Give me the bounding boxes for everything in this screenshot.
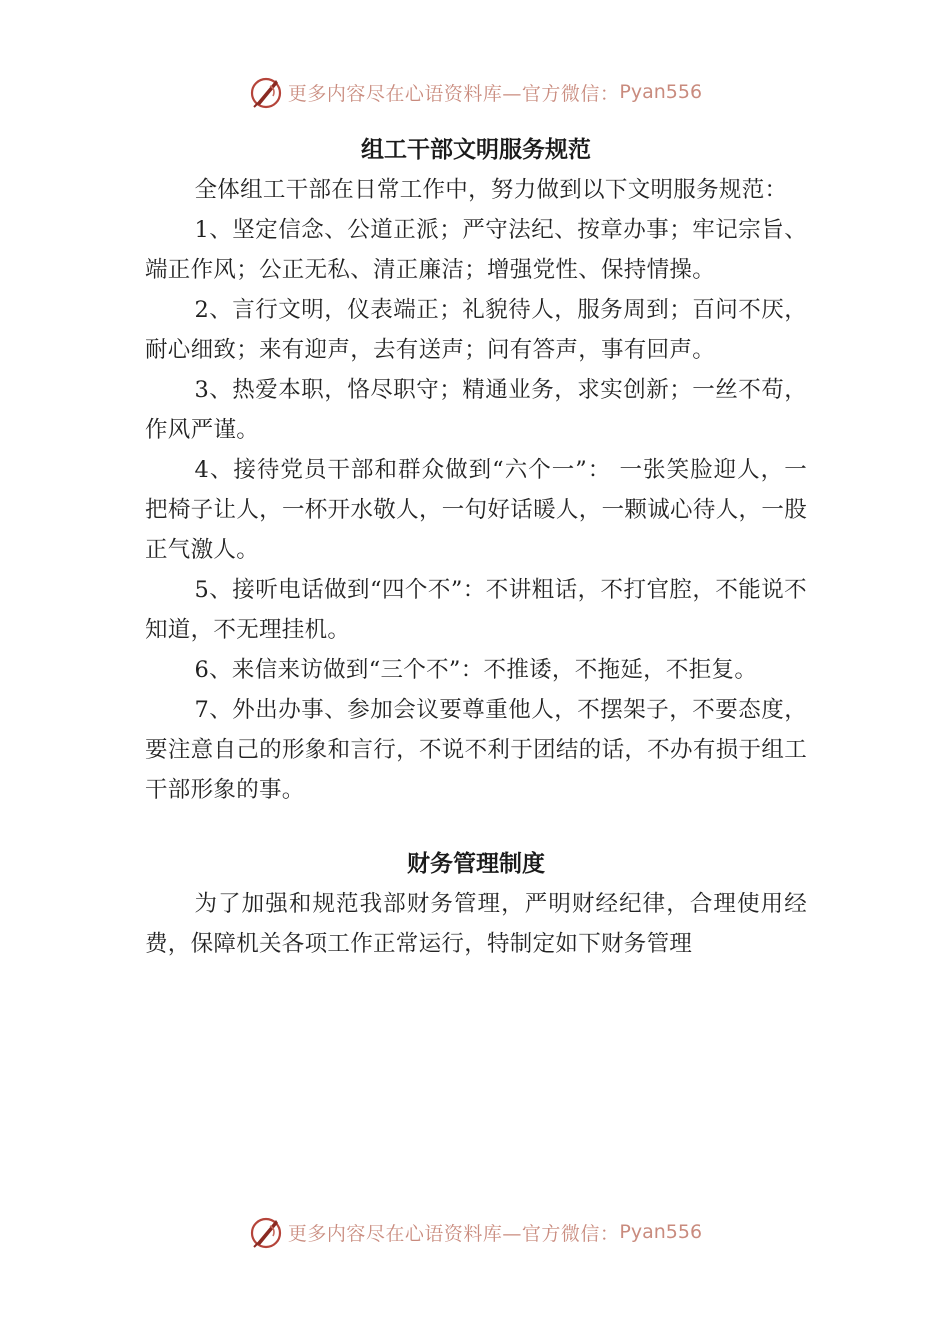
- finance-intro: 为了加强和规范我部财务管理，严明财经纪律，合理使用经费，保障机关各项工作正常运行，特制定如下财务管理: [145, 891, 807, 957]
- section-title-finance: 财务管理制度: [407, 851, 545, 877]
- rule-item-3: 3、热爱本职，恪尽职守；精通业务，求实创新；一丝不苟，作风严谨。: [145, 377, 807, 443]
- document-body: [145, 130, 807, 964]
- rule-item-4: 4、接待党员干部和群众做到“六个一”： 一张笑脸迎人，一把椅子让人，一杯开水敬人，一句好话暖人，一颗诚心待人，一股正气激人。: [145, 457, 807, 563]
- banner-wechat-id: Pyan556: [619, 1221, 703, 1243]
- rule-item-7: 7、外出办事、参加会议要尊重他人，不摆架子，不要态度，要注意自己的形象和言行，不说不利于团结的话，不办有损于组工干部形象的事。: [145, 697, 807, 803]
- rule-item-2: 2、言行文明，仪表端正；礼貌待人，服务周到；百问不厌，耐心细致；来有迎声，去有送声；问有答声，事有回声。: [145, 297, 807, 363]
- quill-pen-logo-icon: [248, 1214, 284, 1250]
- footer-watermark-banner: [0, 1212, 950, 1252]
- banner-text: 更多内容尽在心语资料库—官方微信：: [287, 82, 620, 105]
- banner-wechat-id: Pyan556: [619, 81, 703, 103]
- section-title-civil-service: 组工干部文明服务规范: [361, 137, 591, 163]
- rule-item-1: 1、坚定信念、公道正派；严守法纪、按章办事；牢记宗旨、端正作风；公正无私、清正廉洁；增强党性、保持情操。: [145, 217, 807, 283]
- section-intro: 全体组工干部在日常工作中，努力做到以下文明服务规范：: [194, 177, 788, 203]
- rule-item-5: 5、接听电话做到“四个不”：不讲粗话，不打官腔，不能说不知道，不无理挂机。: [145, 577, 807, 643]
- banner-text: 更多内容尽在心语资料库—官方微信：: [287, 1222, 620, 1245]
- quill-pen-logo-icon: [248, 74, 284, 110]
- rule-item-6: 6、来信来访做到“三个不”：不推诿，不拖延，不拒复。: [194, 657, 758, 683]
- header-watermark-banner: [0, 72, 950, 112]
